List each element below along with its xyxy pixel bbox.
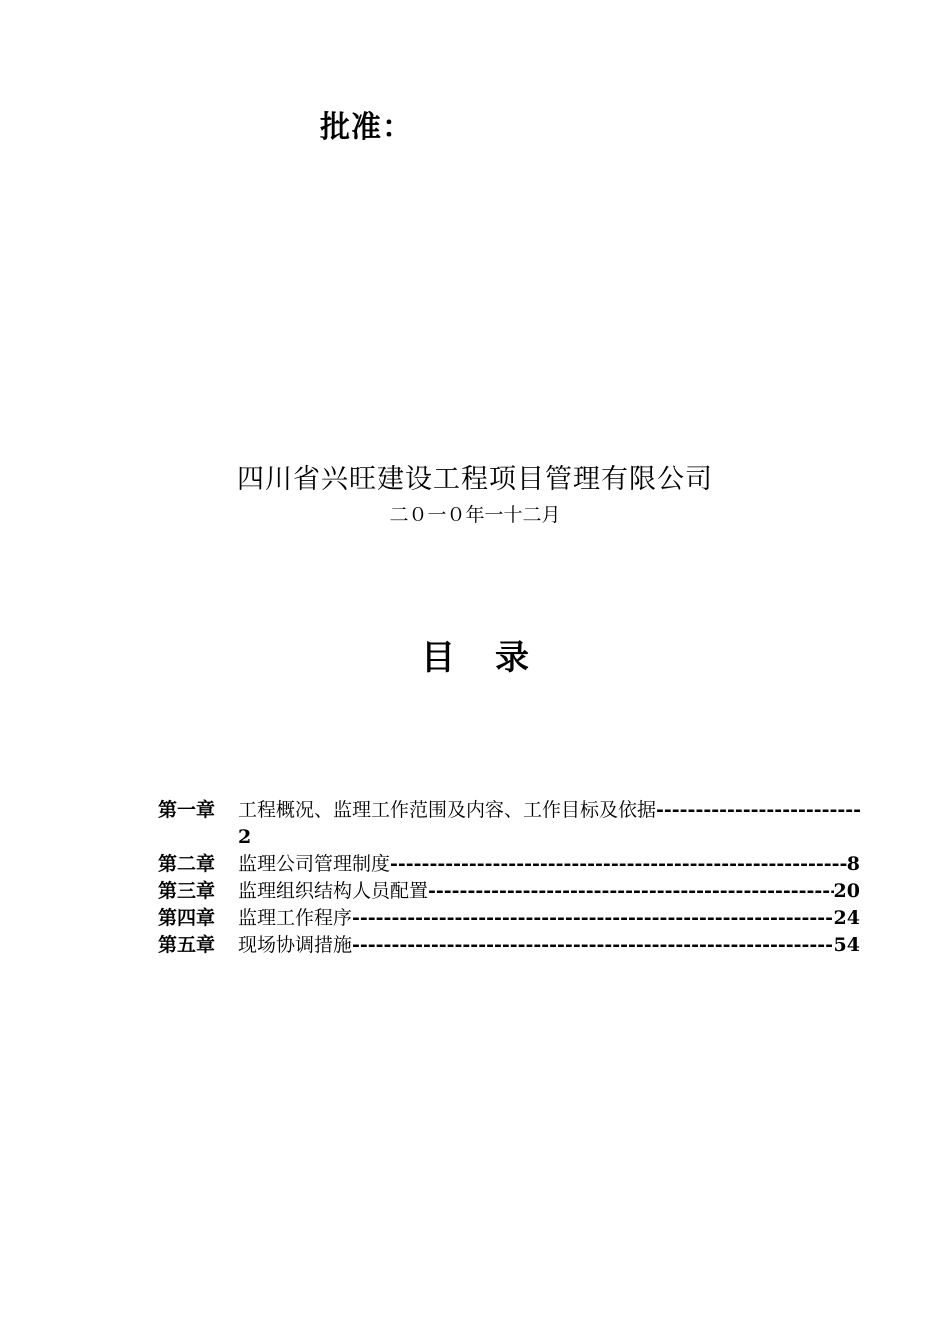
toc-chapter-label: 第一章 — [158, 799, 216, 821]
toc-chapter-title: 监理公司管理制度 — [238, 853, 391, 875]
toc-chapter-label: 第四章 — [158, 907, 216, 929]
toc-leader-dots — [428, 878, 834, 905]
toc-item[interactable] — [158, 851, 860, 878]
toc-item[interactable] — [158, 905, 860, 932]
toc-leader-dots — [390, 851, 847, 878]
toc-item[interactable] — [158, 878, 860, 905]
toc-page-number: 24 — [833, 907, 860, 929]
toc-leader-dots — [656, 797, 860, 824]
document-date: 二０一０年一十二月 — [389, 504, 561, 526]
toc-page-number: 8 — [846, 853, 860, 875]
toc-page-number: 2 — [238, 826, 252, 848]
toc-chapter-label: 第二章 — [158, 853, 216, 875]
toc-leader-dots — [352, 905, 834, 932]
company-name: 四川省兴旺建设工程项目管理有限公司 — [237, 464, 713, 495]
toc-chapter-title: 监理工作程序 — [238, 907, 353, 929]
toc-page-number: 54 — [833, 934, 860, 956]
toc-chapter-title: 现场协调措施 — [238, 934, 353, 956]
approval-label: 批准： — [320, 110, 413, 145]
toc-page-number: 20 — [833, 880, 860, 902]
toc-chapter-title: 工程概况、监理工作范围及内容、工作目标及依据 — [238, 799, 657, 821]
table-of-contents — [158, 797, 860, 959]
toc-item[interactable] — [158, 932, 860, 959]
toc-chapter-label: 第五章 — [158, 934, 216, 956]
toc-title: 目录 — [421, 638, 569, 678]
toc-item[interactable] — [158, 797, 860, 824]
toc-leader-dots — [352, 932, 834, 959]
toc-chapter-title: 监理组织结构人员配置 — [238, 880, 429, 902]
toc-chapter-label: 第三章 — [158, 880, 216, 902]
